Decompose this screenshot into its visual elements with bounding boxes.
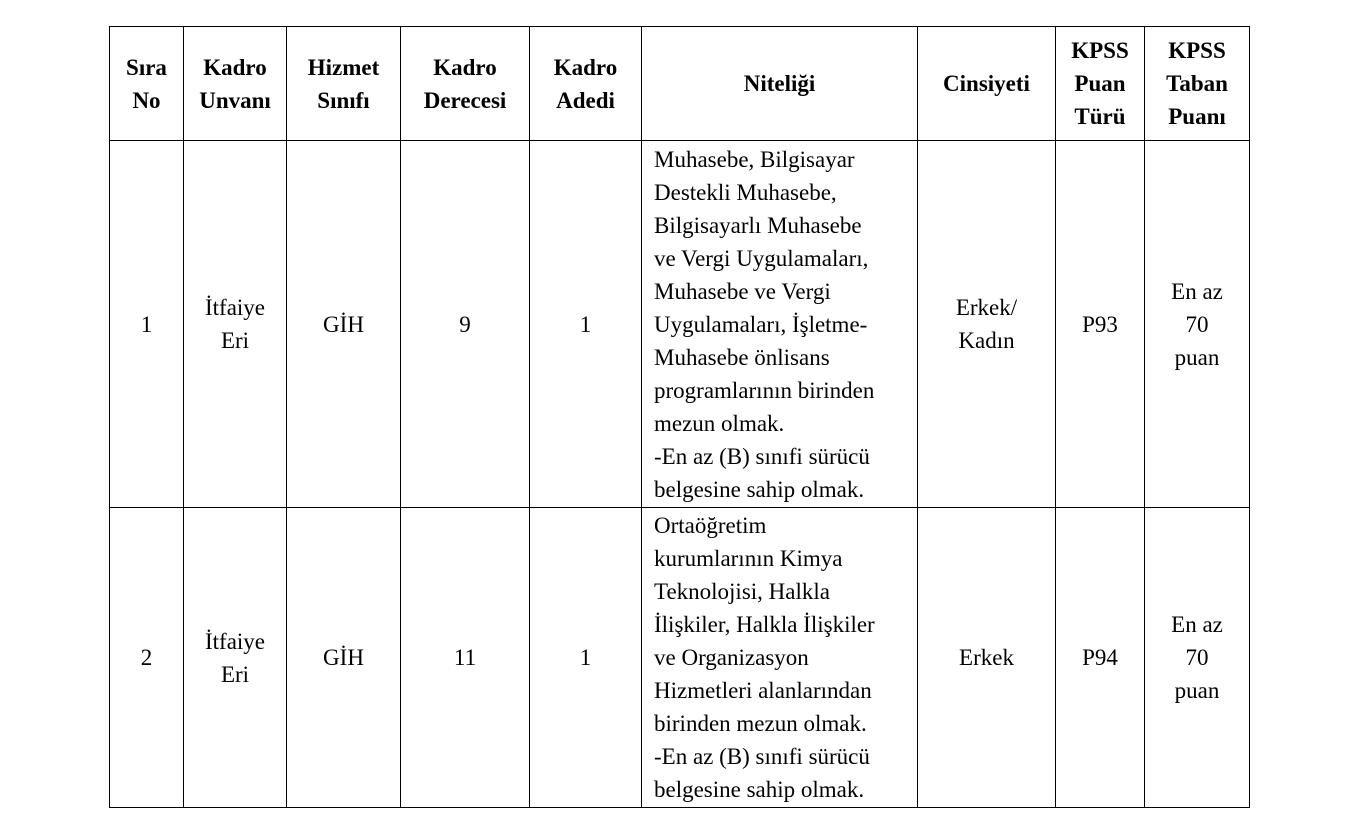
cell-kadro-unvani: İtfaiye Eri: [184, 141, 287, 508]
cell-hizmet-sinifi: GİH: [287, 141, 401, 508]
cell-hizmet-sinifi: GİH: [287, 508, 401, 808]
cell-kadro-derecesi: 11: [401, 508, 530, 808]
header-kadro-derecesi: Kadro Derecesi: [401, 27, 530, 141]
cell-kadro-unvani: İtfaiye Eri: [184, 508, 287, 808]
cell-kpss-puan-turu: P93: [1056, 141, 1145, 508]
cell-kpss-taban-puani: En az 70 puan: [1145, 508, 1250, 808]
header-row: [110, 27, 1250, 141]
header-hizmet-sinifi: Hizmet Sınıfı: [287, 27, 401, 141]
header-kpss-puan-turu: KPSS Puan Türü: [1056, 27, 1145, 141]
header-kadro-adedi: Kadro Adedi: [530, 27, 642, 141]
header-niteligi: Niteliği: [642, 27, 918, 141]
cell-kpss-taban-puani: En az 70 puan: [1145, 141, 1250, 508]
header-kadro-unvani: Kadro Unvanı: [184, 27, 287, 141]
header-sira-no: Sıra No: [110, 27, 184, 141]
table-row: [110, 508, 1250, 808]
cell-niteligi: Ortaöğretim kurumlarının Kimya Teknolojisi, Halkla İlişkiler, Halkla İlişkiler ve Organizasyon Hizmetleri alanlarından birinden mezun olmak. -En az (B) sınıfi sürücü belgesine sahip olmak.: [642, 508, 918, 808]
header-cinsiyeti: Cinsiyeti: [918, 27, 1056, 141]
cell-kadro-adedi: 1: [530, 508, 642, 808]
cell-sira-no: 2: [110, 508, 184, 808]
header-kpss-taban-puani: KPSS Taban Puanı: [1145, 27, 1250, 141]
table-row: [110, 141, 1250, 508]
cell-sira-no: 1: [110, 141, 184, 508]
cell-kadro-adedi: 1: [530, 141, 642, 508]
cell-niteligi: Muhasebe, Bilgisayar Destekli Muhasebe, Bilgisayarlı Muhasebe ve Vergi Uygulamaları, Muhasebe ve Vergi Uygulamaları, İşletme- Muhasebe önlisans programlarının birinden mezun olmak. -En az (B) sınıfi sürücü belgesine sahip olmak.: [642, 141, 918, 508]
kadro-table: [109, 26, 1250, 808]
cell-kadro-derecesi: 9: [401, 141, 530, 508]
cell-kpss-puan-turu: P94: [1056, 508, 1145, 808]
cell-cinsiyeti: Erkek: [918, 508, 1056, 808]
cell-cinsiyeti: Erkek/ Kadın: [918, 141, 1056, 508]
